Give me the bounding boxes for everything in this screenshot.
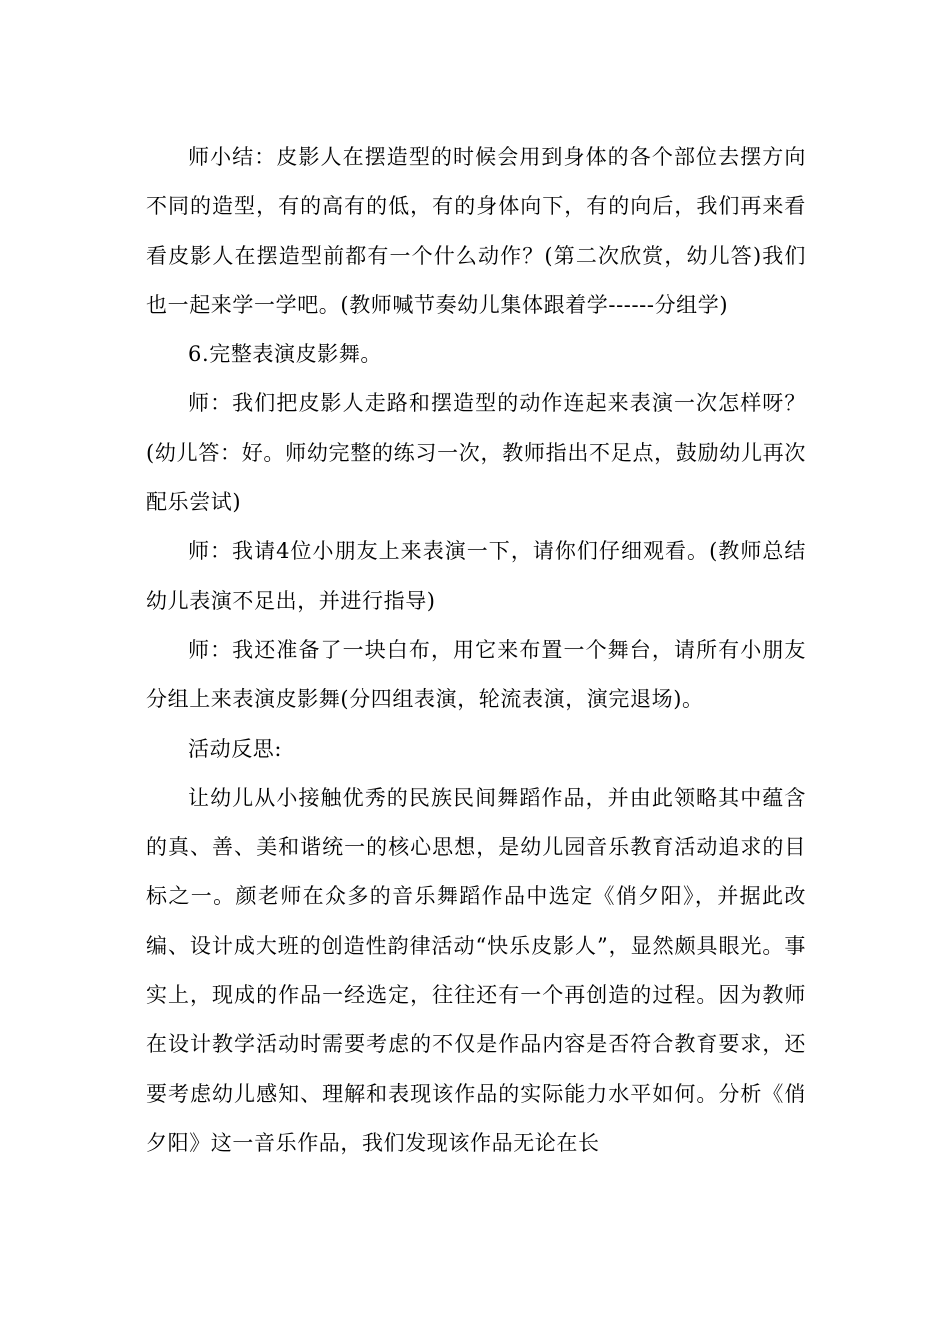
- paragraph-reflection-body: 让幼儿从小接触优秀的民族民间舞蹈作品，并由此领略其中蕴含的真、善、美和谐统一的核心思想，是幼儿园音乐教育活动追求的目标之一。颜老师在众多的音乐舞蹈作品中选定《俏夕阳》，并据此改编、设计成大班的创造性韵律活动“快乐皮影人”，显然颇具眼光。事实上，现成的作品一经选定，往往还有一个再创造的过程。因为教师在设计教学活动时需要考虑的不仅是作品内容是否符合教育要求，还要考虑幼儿感知、理解和表现该作品的实际能力水平如何。分析《俏夕阳》这一音乐作品，我们发现该作品无论在长: [146, 785, 806, 1155]
- document-body: [146, 133, 806, 1168]
- paragraph-teacher-four-children: 师：我请4位小朋友上来表演一下，请你们仔细观看。(教师总结幼儿表演不足出，并进行指导): [146, 539, 806, 613]
- paragraph-reflection-heading: 活动反思:: [188, 736, 283, 761]
- paragraph-teacher-white-cloth-stage: 师：我还准备了一块白布，用它来布置一个舞台，请所有小朋友分组上来表演皮影舞(分四组表演，轮流表演，演完退场)。: [146, 637, 806, 712]
- paragraph-step-6-heading: 6.完整表演皮影舞。: [188, 342, 383, 367]
- paragraph-teacher-combine-moves: 师：我们把皮影人走路和摆造型的动作连起来表演一次怎样呀？(幼儿答：好。师幼完整的练习一次，教师指出不足点，鼓励幼儿再次配乐尝试): [146, 391, 806, 515]
- paragraph-teacher-summary: 师小结：皮影人在摆造型的时候会用到身体的各个部位去摆方向不同的造型，有的高有的低，有的身体向下，有的向后，我们再来看看皮影人在摆造型前都有一个什么动作？(第二次欣赏，幼儿答)我们也一起来学一学吧。(教师喊节奏幼儿集体跟着学------分组学): [146, 145, 806, 317]
